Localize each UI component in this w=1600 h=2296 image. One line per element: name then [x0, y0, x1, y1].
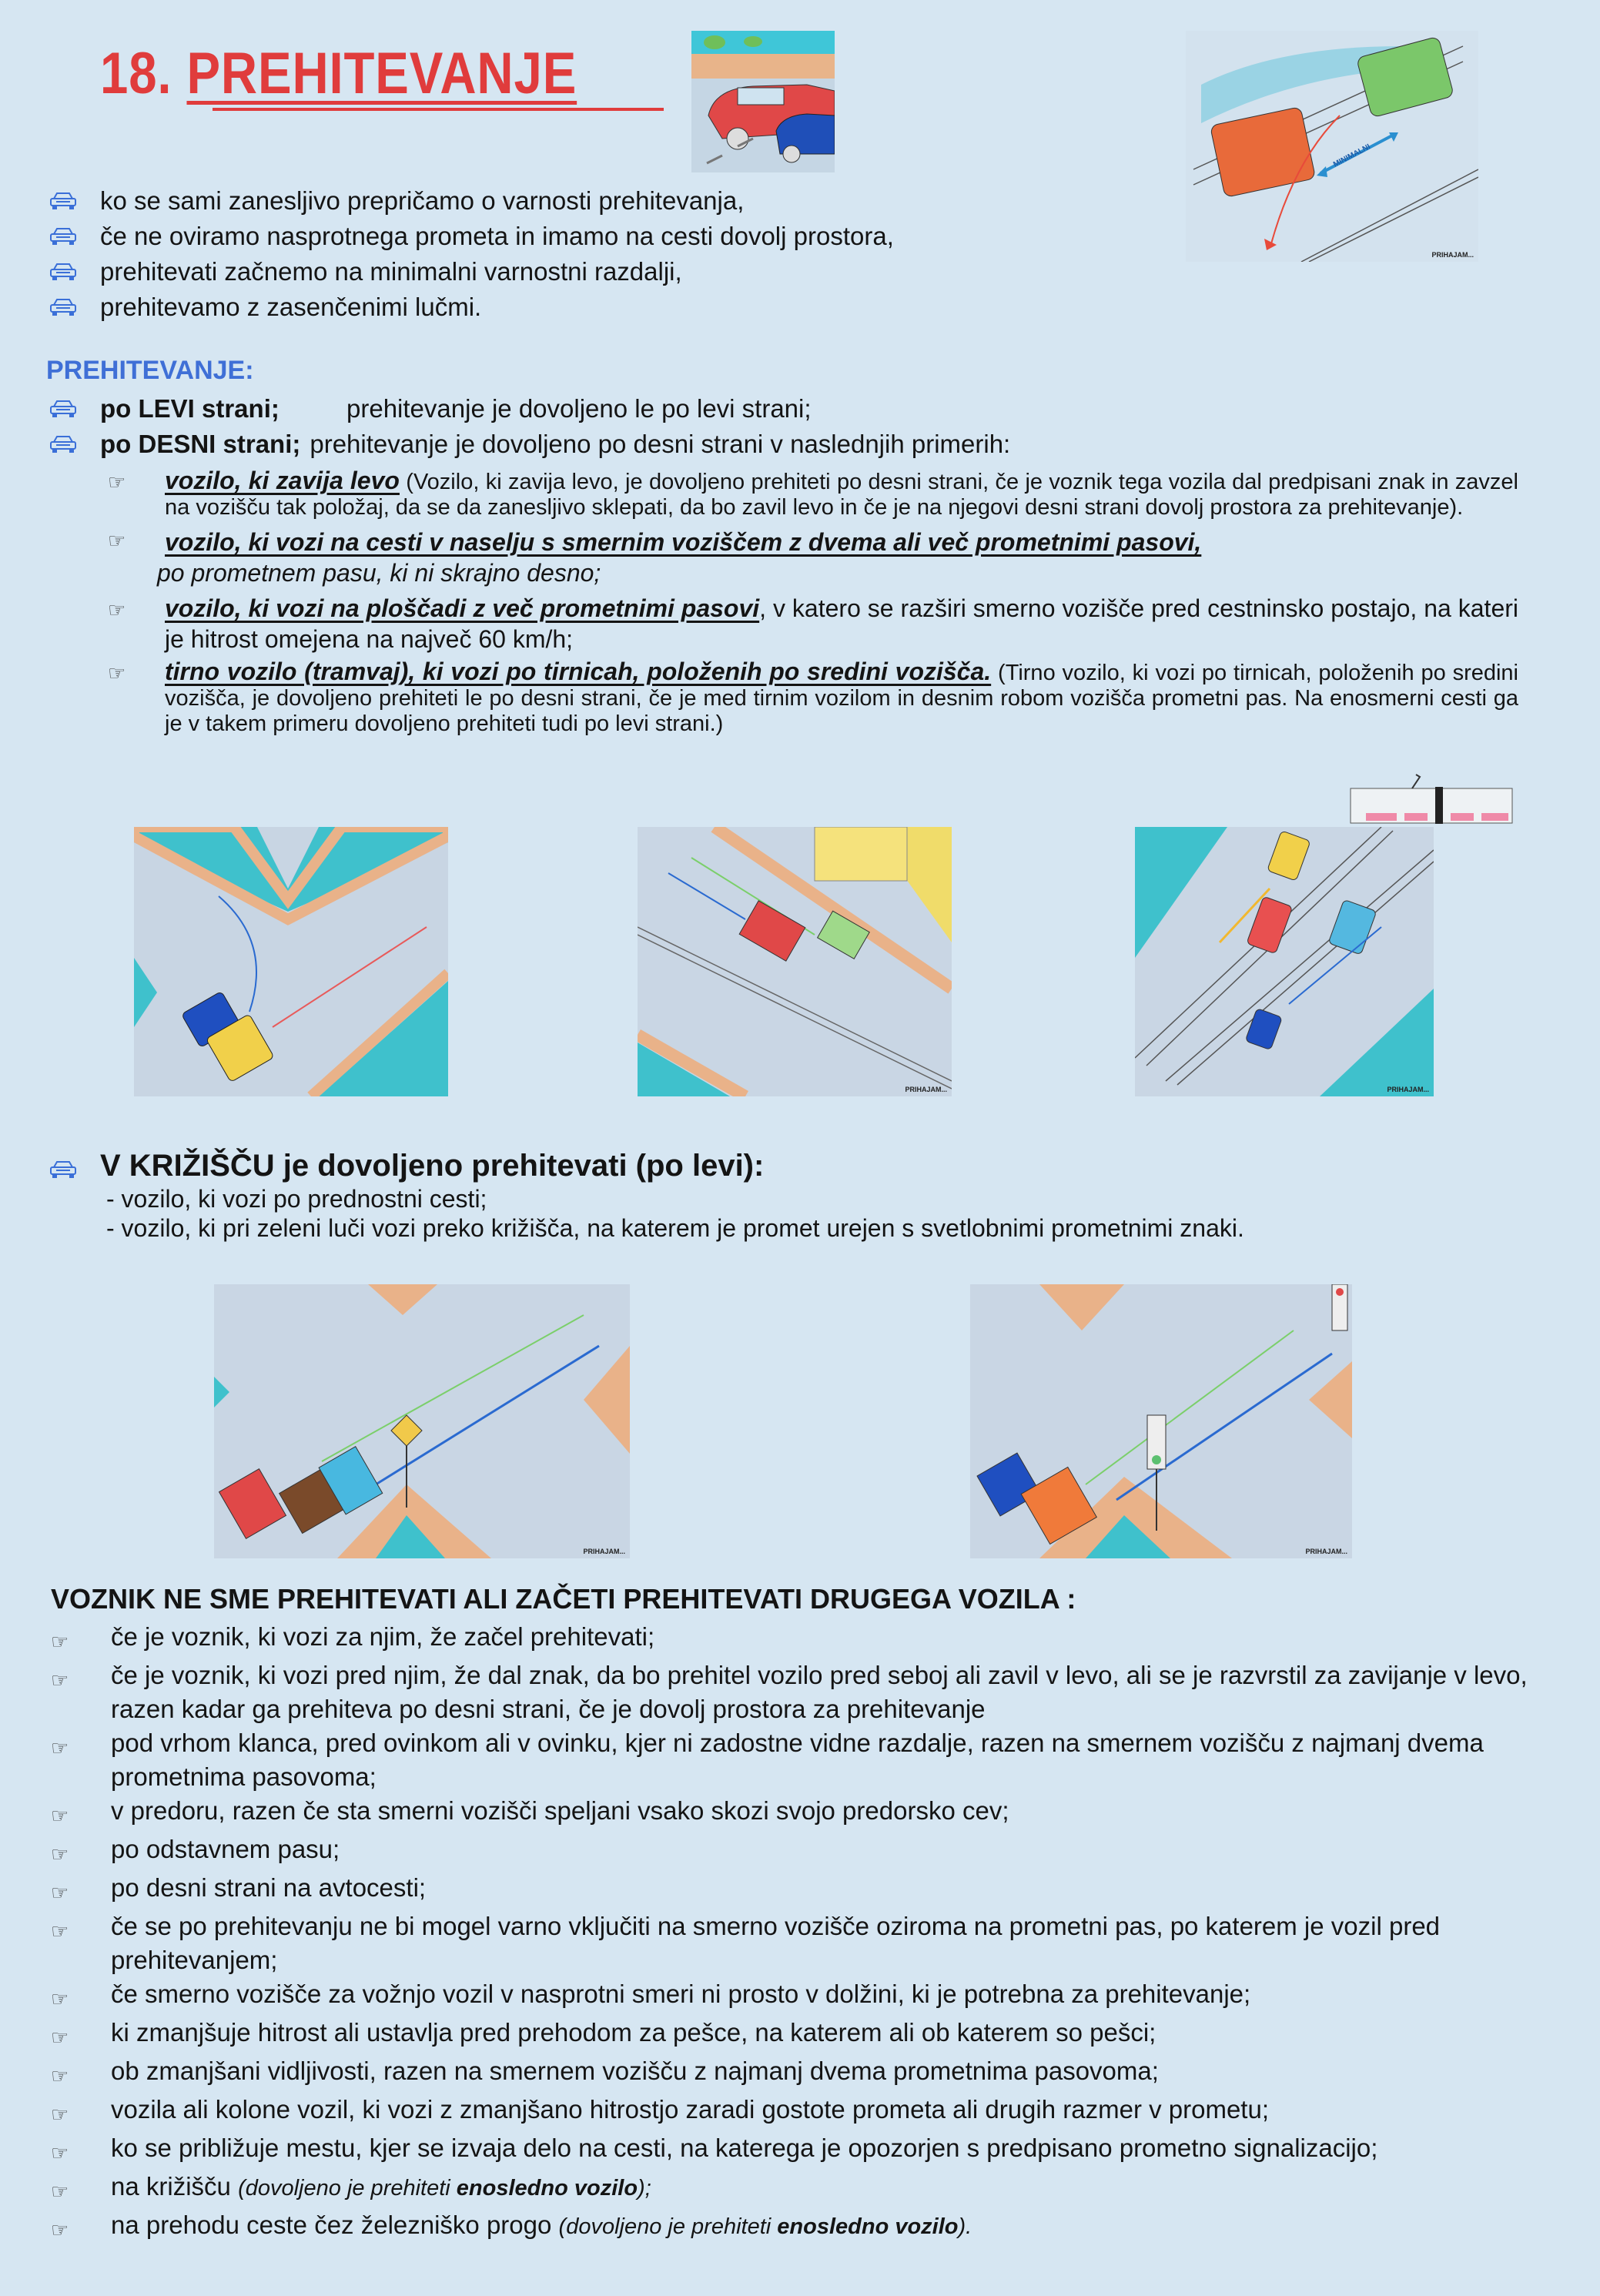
case-item: ☞ vozilo, ki vozi na cesti v naselju s smernim voziščem z dvema ali več prometnimi pasovi, po prometnem pasu, ki ni skrajno desno; [108, 528, 1202, 587]
car-front-icon [49, 1160, 77, 1180]
illustration-overtaking-cars [691, 31, 835, 172]
list-item: ☞ ko se približuje mestu, kjer se izvaja delo na cesti, na katerega je opozorjen s predpisano prometno signalizacijo; [51, 2131, 1529, 2170]
side-rules [49, 391, 1535, 462]
chapter-number: 18. [100, 41, 172, 106]
pointing-hand-icon: ☞ [51, 1919, 69, 1943]
pointing-hand-icon: ☞ [51, 2064, 69, 2087]
pointing-hand-icon: ☞ [51, 1668, 69, 1692]
list-item: ☞ ob zmanjšani vidljivosti, razen na smernem vozišču z najmanj dvema prometnima pasovoma; [51, 2054, 1529, 2093]
case-item: ☞ tirno vozilo (tramvaj), ki vozi po tirnicah, položenih po sredini vozišča. (Tirno vozilo, ki vozi po tirnicah, položenih po sredini vozišča, je dovoljeno prehiteti le po desni strani, če je med tirnim vozilom in desnim robom vozišča prometni pas. Na enosmerni cesti ga je v takem primeru dovoljeno prehiteti tudi po levi strani.) [108, 658, 1518, 736]
page-title [100, 40, 577, 107]
illustration-traffic-light-intersection [970, 1284, 1352, 1558]
car-front-icon [49, 434, 77, 454]
title-double-underline [213, 108, 664, 111]
section-krizisce [49, 1147, 1244, 1243]
pointing-hand-icon: ☞ [108, 529, 126, 552]
pointing-hand-icon: ☞ [51, 1630, 69, 1653]
section-heading-prehitevanje: PREHITEVANJE: [46, 356, 254, 385]
illustration-minimal-distance [1186, 31, 1478, 262]
pointing-hand-icon: ☞ [108, 661, 126, 684]
pointing-hand-icon: ☞ [51, 2103, 69, 2126]
list-item: ☞ če smerno vozišče za vožnjo vozil v nasprotni smeri ni prosto v dolžini, ki je potrebna za prehitevanje; [51, 1977, 1529, 2016]
pointing-hand-icon: ☞ [51, 2141, 69, 2164]
list-item: ☞ na križišču (dovoljeno je prehiteti enosledno vozilo); [51, 2170, 1529, 2208]
car-front-icon [49, 297, 77, 317]
list-item: ☞ pod vrhom klanca, pred ovinkom ali v ovinku, kjer ni zadostne vidne razdalje, razen na smernem vozišču z najmanj dvema prometnima pasovoma; [51, 1729, 1484, 1791]
illustration-tram-on-road [1135, 827, 1434, 1096]
section-heading-prepoved: VOZNIK NE SME PREHITEVATI ALI ZAČETI PREHITEVATI DRUGEGA VOZILA : [51, 1583, 1076, 1615]
car-front-icon [49, 262, 77, 282]
illustration-credit: PRIHAJAM... [1431, 251, 1474, 259]
tram-icon [1343, 773, 1514, 827]
pointing-hand-icon: ☞ [108, 598, 126, 621]
list-item: ☞ ki zmanjšuje hitrost ali ustavlja pred prehodom za pešce, na katerem ali ob katerem so pešci; [51, 2016, 1529, 2054]
list-item: ☞ če se po prehitevanju ne bi mogel varno vključiti na smerno vozišče oziroma na prometni pas, po katerem je vozil pred prehitevanjem; [51, 1912, 1441, 1974]
pointing-hand-icon: ☞ [51, 2026, 69, 2049]
illustration-priority-road [214, 1284, 630, 1558]
illustration-credit: PRIHAJAM... [583, 1548, 625, 1555]
intro-list [49, 183, 894, 325]
list-item: če ne oviramo nasprotnega prometa in imamo na cesti dovolj prostora, [49, 219, 894, 254]
list-item: ☞ če je voznik, ki vozi za njim, že začel prehitevati; [51, 1620, 1529, 1658]
section-heading-krizisce: V KRIŽIŠČU je dovoljeno prehitevati (po levi): [49, 1147, 1244, 1184]
car-front-icon [49, 226, 77, 246]
pointing-hand-icon: ☞ [51, 1804, 69, 1827]
pointing-hand-icon: ☞ [51, 2180, 69, 2203]
illustration-multilane-road [638, 827, 952, 1096]
list-item: ☞ v predoru, razen če sta smerni vozišči speljani vsako skozi svojo predorsko cev; [51, 1794, 1529, 1832]
pointing-hand-icon: ☞ [51, 2218, 69, 2241]
illustration-credit: PRIHAJAM... [1387, 1086, 1429, 1093]
list-item: ☞ na prehodu ceste čez železniško progo (dovoljeno je prehiteti enosledno vozilo). [51, 2208, 1529, 2247]
prohibition-list [51, 1620, 1529, 2247]
car-front-icon [49, 191, 77, 211]
car-front-icon [49, 399, 77, 419]
case-item: ☞ vozilo, ki vozi na ploščadi z več prometnimi pasovi, v katero se razširi smerno vozišče pred cestninsko postajo, na kateri je hitrost omejena na največ 60 km/h; [108, 594, 1519, 653]
pointing-hand-icon: ☞ [51, 1736, 69, 1759]
illustration-credit: PRIHAJAM... [1305, 1548, 1347, 1555]
list-item: ☞ vozila ali kolone vozil, ki vozi z zmanjšano hitrostjo zaradi gostote prometa ali drugih razmer v prometu; [51, 2093, 1529, 2131]
list-item: prehitevamo z zasenčenimi lučmi. [49, 290, 894, 325]
right-side-cases [108, 468, 1518, 737]
list-item: ☞ po odstavnem pasu; [51, 1832, 1529, 1871]
illustration-credit: PRIHAJAM... [905, 1086, 947, 1093]
list-item: ☞ če je voznik, ki vozi pred njim, že dal znak, da bo prehitel vozilo pred seboj ali zavil v levo, ali se je razvrstil za zavijanje v levo, razen kadar ga prehiteva po desni strani, če je dovolj prostora za prehitevanje [51, 1661, 1528, 1723]
chapter-title: PREHITEVANJE [186, 41, 577, 106]
list-item: ko se sami zanesljivo prepričamo o varnosti prehitevanja, [49, 183, 894, 219]
pointing-hand-icon: ☞ [108, 470, 126, 494]
krizisce-line: - vozilo, ki pri zeleni luči vozi preko križišča, na katerem je promet urejen s svetlobnimi prometnimi znaki. [106, 1214, 1244, 1242]
illustration-vehicle-turning-left [134, 827, 448, 1096]
rule-left: po LEVI strani; prehitevanje je dovoljeno le po levi strani; [49, 391, 1535, 427]
case-item: ☞ vozilo, ki zavija levo (Vozilo, ki zavija levo, je dovoljeno prehiteti po desni strani, če je voznik tega vozila dal predpisani znak in zavzel na vozišču tak položaj, da se da zanesljivo sklepati, da bo zavil levo in če je na njegovi desni strani dovolj prostora za prehitevanje). [108, 467, 1518, 520]
list-item: prehitevati začnemo na minimalni varnostni razdalji, [49, 254, 894, 290]
rule-right: po DESNI strani; prehitevanje je dovoljeno po desni strani v naslednjih primerih: [49, 427, 1535, 462]
pointing-hand-icon: ☞ [51, 1987, 69, 2010]
minimal-distance-label: MINIMALNI [1331, 142, 1372, 169]
list-item: ☞ po desni strani na avtocesti; [51, 1871, 1529, 1909]
pointing-hand-icon: ☞ [51, 1881, 69, 1904]
krizisce-line: - vozilo, ki vozi po prednostni cesti; [106, 1185, 487, 1213]
pointing-hand-icon: ☞ [51, 1842, 69, 1866]
